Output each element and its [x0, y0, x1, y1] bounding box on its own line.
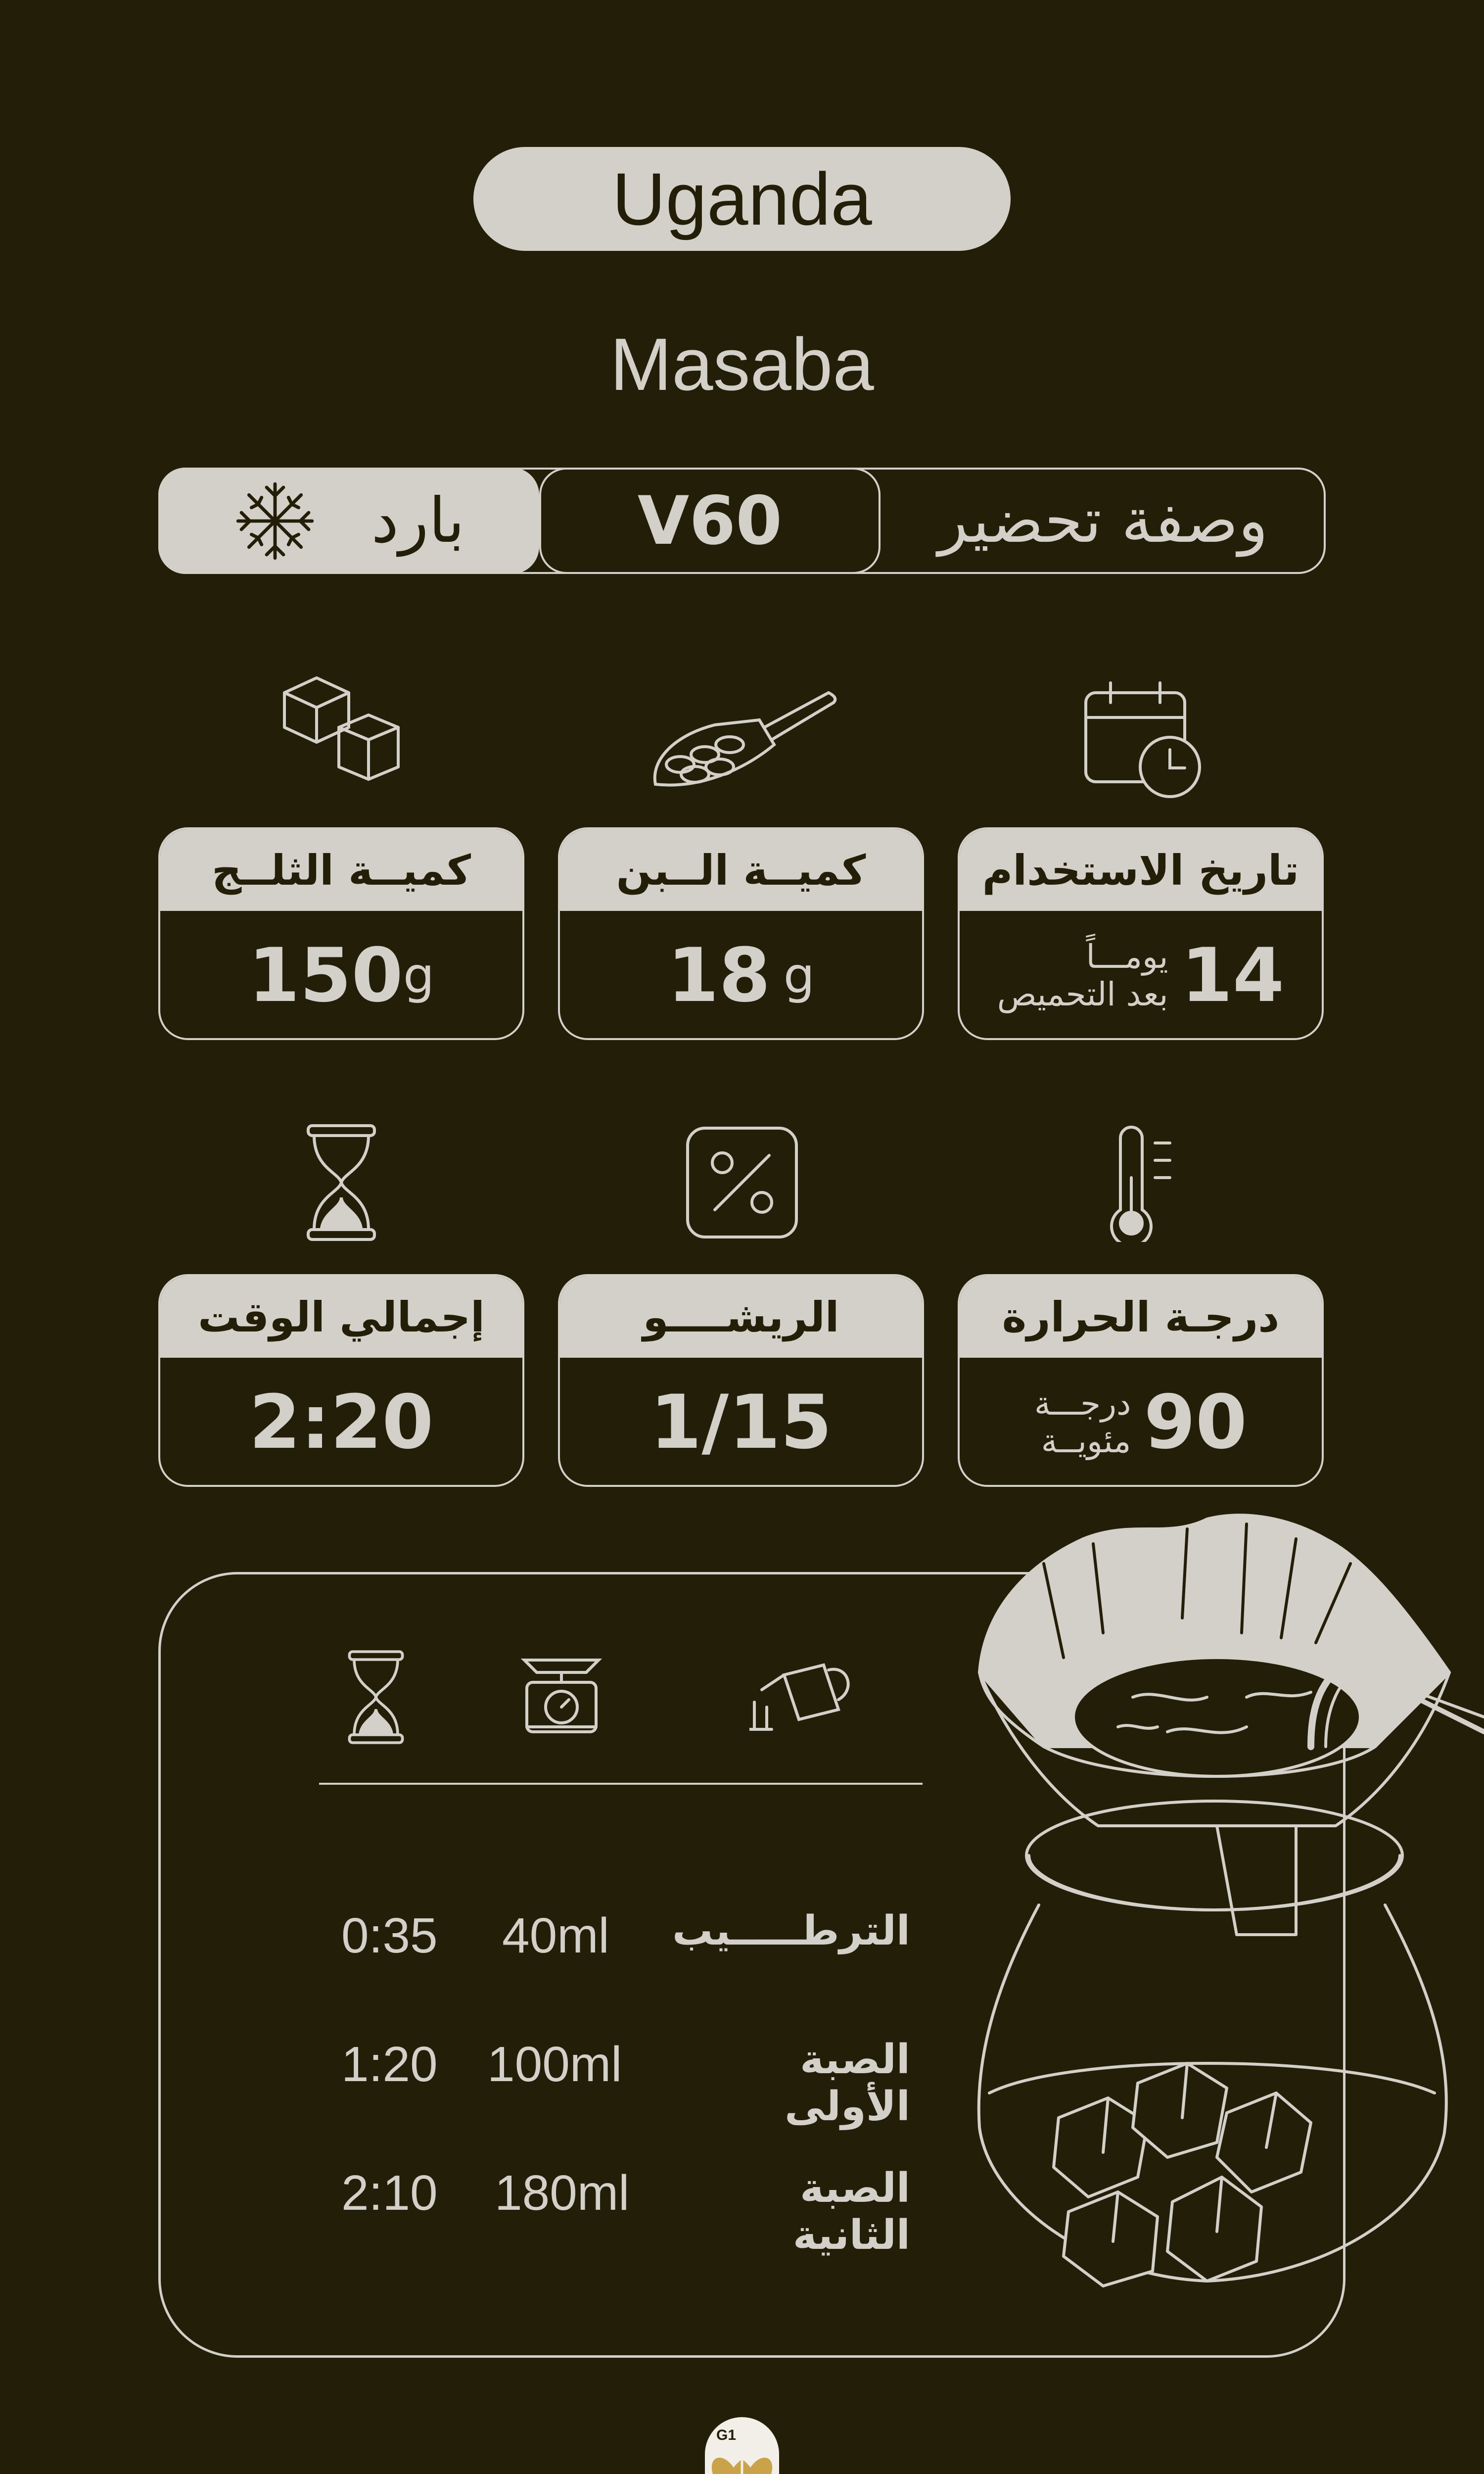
coffee-scoop-icon [646, 685, 838, 794]
percent-icon [685, 1126, 799, 1239]
origin-title: Uganda [473, 147, 1011, 251]
usage-date-value: 14 [1181, 932, 1285, 1019]
ratio-value: 1/15 [650, 1379, 832, 1466]
usage-date-card [958, 827, 1324, 1040]
temperature-label: درجـة الحرارة [960, 1276, 1322, 1358]
ice-amount-card [158, 827, 524, 1040]
cold-label: بارد [371, 485, 465, 557]
total-time-value: 2:20 [249, 1379, 434, 1466]
usage-unit-line1: يومـــاً [1086, 937, 1168, 976]
recipe-label: وصفة تحضير [938, 485, 1268, 557]
scale-icon [517, 1650, 606, 1739]
ice-amount-label: كميــة الثلــج [160, 829, 522, 911]
ice-cubes-icon [275, 673, 408, 792]
row1-label: الترطـــــيب [672, 1907, 910, 1954]
row1-time: 0:35 [341, 1908, 438, 1963]
row3-time: 2:10 [341, 2165, 438, 2221]
coffee-amount-value: 18 [667, 932, 771, 1019]
coffee-amount-label: كميــة الــبن [560, 829, 922, 911]
total-time-label: إجمالي الوقت [160, 1276, 522, 1358]
cold-segment [158, 468, 539, 574]
kettle-icon [749, 1655, 858, 1739]
total-time-card [158, 1274, 524, 1487]
usage-unit-line2: بعد التحميص [997, 975, 1168, 1013]
ice-amount-value: 150 [248, 932, 403, 1019]
temperature-card [958, 1274, 1324, 1487]
temperature-value: 90 [1144, 1379, 1248, 1466]
ice-amount-unit: g [403, 947, 435, 1004]
v60-pour-over-illustration [970, 1509, 1484, 2415]
row3-amount: 180ml [495, 2165, 630, 2221]
row3-label: الصبة الثانية [792, 2165, 910, 2259]
ratio-card [558, 1274, 924, 1487]
row2-time: 1:20 [341, 2037, 438, 2092]
variety-subtitle: Masaba [610, 323, 874, 406]
thermometer-icon [1106, 1123, 1180, 1242]
grade-one-logo [702, 2415, 782, 2474]
snowflake-icon [233, 479, 317, 563]
calendar-clock-icon [1081, 678, 1205, 802]
schedule-divider [319, 1783, 923, 1785]
device-label: V60 [539, 468, 881, 574]
schedule-hourglass-icon [346, 1648, 406, 1747]
usage-date-label: تاريخ الاستخدام [960, 829, 1322, 911]
row1-amount: 40ml [502, 1908, 609, 1963]
hourglass-icon [304, 1123, 378, 1242]
row2-label: الصبة الأولى [785, 2036, 910, 2130]
ratio-label: الريشــــو [560, 1276, 922, 1358]
logo-badge: G1 [716, 2427, 737, 2443]
coffee-amount-card [558, 827, 924, 1040]
temperature-unit-line1: درجـــة [1034, 1384, 1131, 1423]
row2-amount: 100ml [487, 2037, 622, 2092]
temperature-unit-line2: مئويــة [1041, 1422, 1131, 1460]
coffee-amount-unit: g [783, 947, 815, 1004]
